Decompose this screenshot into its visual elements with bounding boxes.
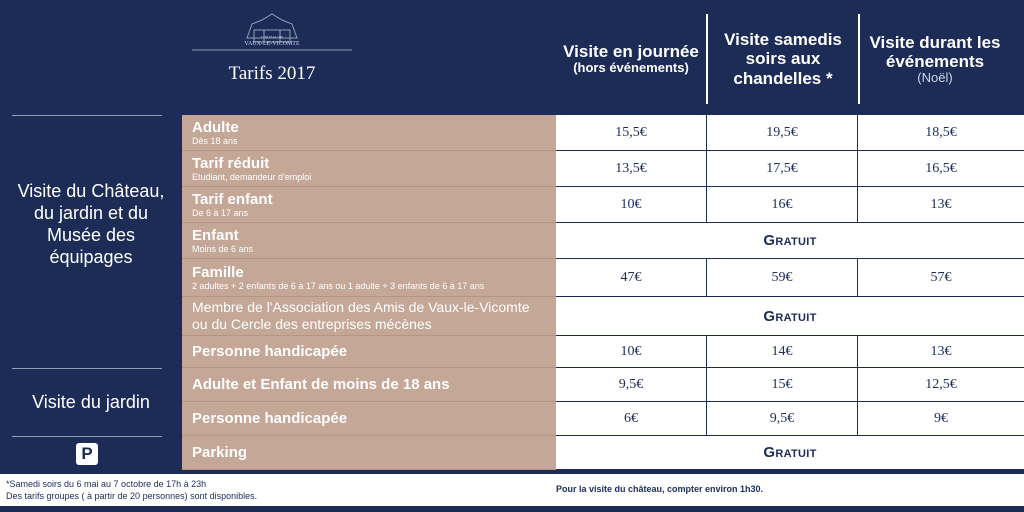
price-cell: 16,5€ bbox=[858, 151, 1024, 187]
footnote-schedule: *Samedi soirs du 6 mai au 7 octobre de 17h à 23h bbox=[6, 479, 207, 489]
row-title: Famille bbox=[192, 263, 244, 281]
row-title: Tarif réduit bbox=[192, 154, 270, 172]
column-header-title: Visite durant les événements bbox=[869, 32, 1001, 71]
footer bbox=[0, 474, 1024, 506]
section-divider bbox=[12, 115, 162, 116]
row-title: Adulte et Enfant de moins de 18 ans bbox=[192, 376, 450, 393]
column-header-title: Visite samedis soirs aux chandelles * bbox=[724, 30, 842, 88]
table-row bbox=[182, 336, 1024, 368]
footnote bbox=[6, 478, 257, 502]
row-subtitle: Dès 18 ans bbox=[192, 135, 238, 146]
price-cell: 9,5€ bbox=[707, 402, 858, 436]
price-cell: 10€ bbox=[556, 187, 707, 223]
table-row bbox=[182, 115, 1024, 151]
price-cell: 12,5€ bbox=[858, 368, 1024, 402]
price-cell: 17,5€ bbox=[707, 151, 858, 187]
row-label bbox=[182, 259, 556, 297]
price-cell: 9,5€ bbox=[556, 368, 707, 402]
parking-icon: P bbox=[76, 443, 98, 465]
price-cell: 13€ bbox=[858, 187, 1024, 223]
price-cell: 15€ bbox=[707, 368, 858, 402]
price-cell: 14€ bbox=[707, 336, 858, 368]
price-cell: 18,5€ bbox=[858, 115, 1024, 151]
row-title: Adulte bbox=[192, 118, 239, 136]
price-cell: 9€ bbox=[858, 402, 1024, 436]
section-divider bbox=[12, 368, 162, 369]
column-header-events bbox=[860, 14, 1010, 104]
row-label bbox=[182, 402, 556, 436]
row-subtitle: Moins de 6 ans bbox=[192, 243, 254, 254]
table-row bbox=[182, 436, 1024, 470]
row-title: Parking bbox=[192, 444, 248, 461]
price-cell: 59€ bbox=[707, 259, 858, 297]
price-cell: 16€ bbox=[707, 187, 858, 223]
section-label-jardin: Visite du jardin bbox=[32, 392, 150, 412]
table-row bbox=[182, 368, 1024, 402]
price-cell: 13€ bbox=[858, 336, 1024, 368]
row-label bbox=[182, 223, 556, 259]
table-row bbox=[182, 151, 1024, 187]
price-cell: 13,5€ bbox=[556, 151, 707, 187]
footnote-groups: Des tarifs groupes ( à partir de 20 personnes) sont disponibles. bbox=[6, 491, 258, 501]
section-label-chateau: Visite du Château, du jardin et du Musée des équipages bbox=[17, 181, 165, 267]
chateau-logo bbox=[192, 10, 352, 62]
row-title: Enfant bbox=[192, 226, 239, 244]
price-cell: 47€ bbox=[556, 259, 707, 297]
column-header-title: Visite en journée bbox=[563, 42, 699, 62]
row-title: Personne handicapée bbox=[192, 410, 348, 427]
table-row bbox=[182, 259, 1024, 297]
column-header-candlelight bbox=[708, 14, 858, 104]
price-cell: 15,5€ bbox=[556, 115, 707, 151]
table-row bbox=[182, 223, 1024, 259]
price-cell: 6€ bbox=[556, 402, 707, 436]
row-label bbox=[182, 436, 556, 470]
table-row bbox=[182, 187, 1024, 223]
logo-small-text: CHÂTEAU DE bbox=[260, 35, 284, 39]
row-subtitle: De 6 à 17 ans bbox=[192, 207, 249, 218]
price-cell: 57€ bbox=[858, 259, 1024, 297]
row-label bbox=[182, 187, 556, 223]
table-row bbox=[182, 402, 1024, 436]
column-header-subtitle: (Noël) bbox=[917, 69, 953, 85]
row-title: Personne handicapée bbox=[192, 343, 348, 360]
free-cell: Gratuit bbox=[556, 436, 1024, 470]
column-header-subtitle: (hors événements) bbox=[573, 60, 689, 76]
row-label bbox=[182, 115, 556, 151]
page-title: Tarifs 2017 bbox=[228, 63, 316, 84]
row-label bbox=[182, 336, 556, 368]
free-cell: Gratuit bbox=[556, 297, 1024, 336]
row-label bbox=[182, 151, 556, 187]
row-label bbox=[182, 297, 556, 336]
logo-name-text: VAUX-LE-VICOMTE bbox=[244, 41, 300, 47]
price-cell: 10€ bbox=[556, 336, 707, 368]
row-subtitle: 2 adultes + 2 enfants de 6 à 17 ans ou 1 adulte + 3 enfants de 6 à 17 ans bbox=[192, 280, 485, 291]
column-header-daytime bbox=[556, 14, 706, 104]
price-cell: 19,5€ bbox=[707, 115, 858, 151]
row-subtitle: Etudiant, demandeur d'emploi bbox=[192, 171, 312, 182]
row-label bbox=[182, 368, 556, 402]
visit-duration-note: Pour la visite du château, compter environ 1h30. bbox=[556, 484, 764, 494]
table-row bbox=[182, 297, 1024, 336]
row-title: Membre de l'Association des Amis de Vaux-le-Vicomte ou du Cercle des entreprises mécènes bbox=[192, 299, 530, 332]
row-title: Tarif enfant bbox=[192, 190, 273, 208]
free-cell: Gratuit bbox=[556, 223, 1024, 259]
section-divider bbox=[12, 436, 162, 437]
